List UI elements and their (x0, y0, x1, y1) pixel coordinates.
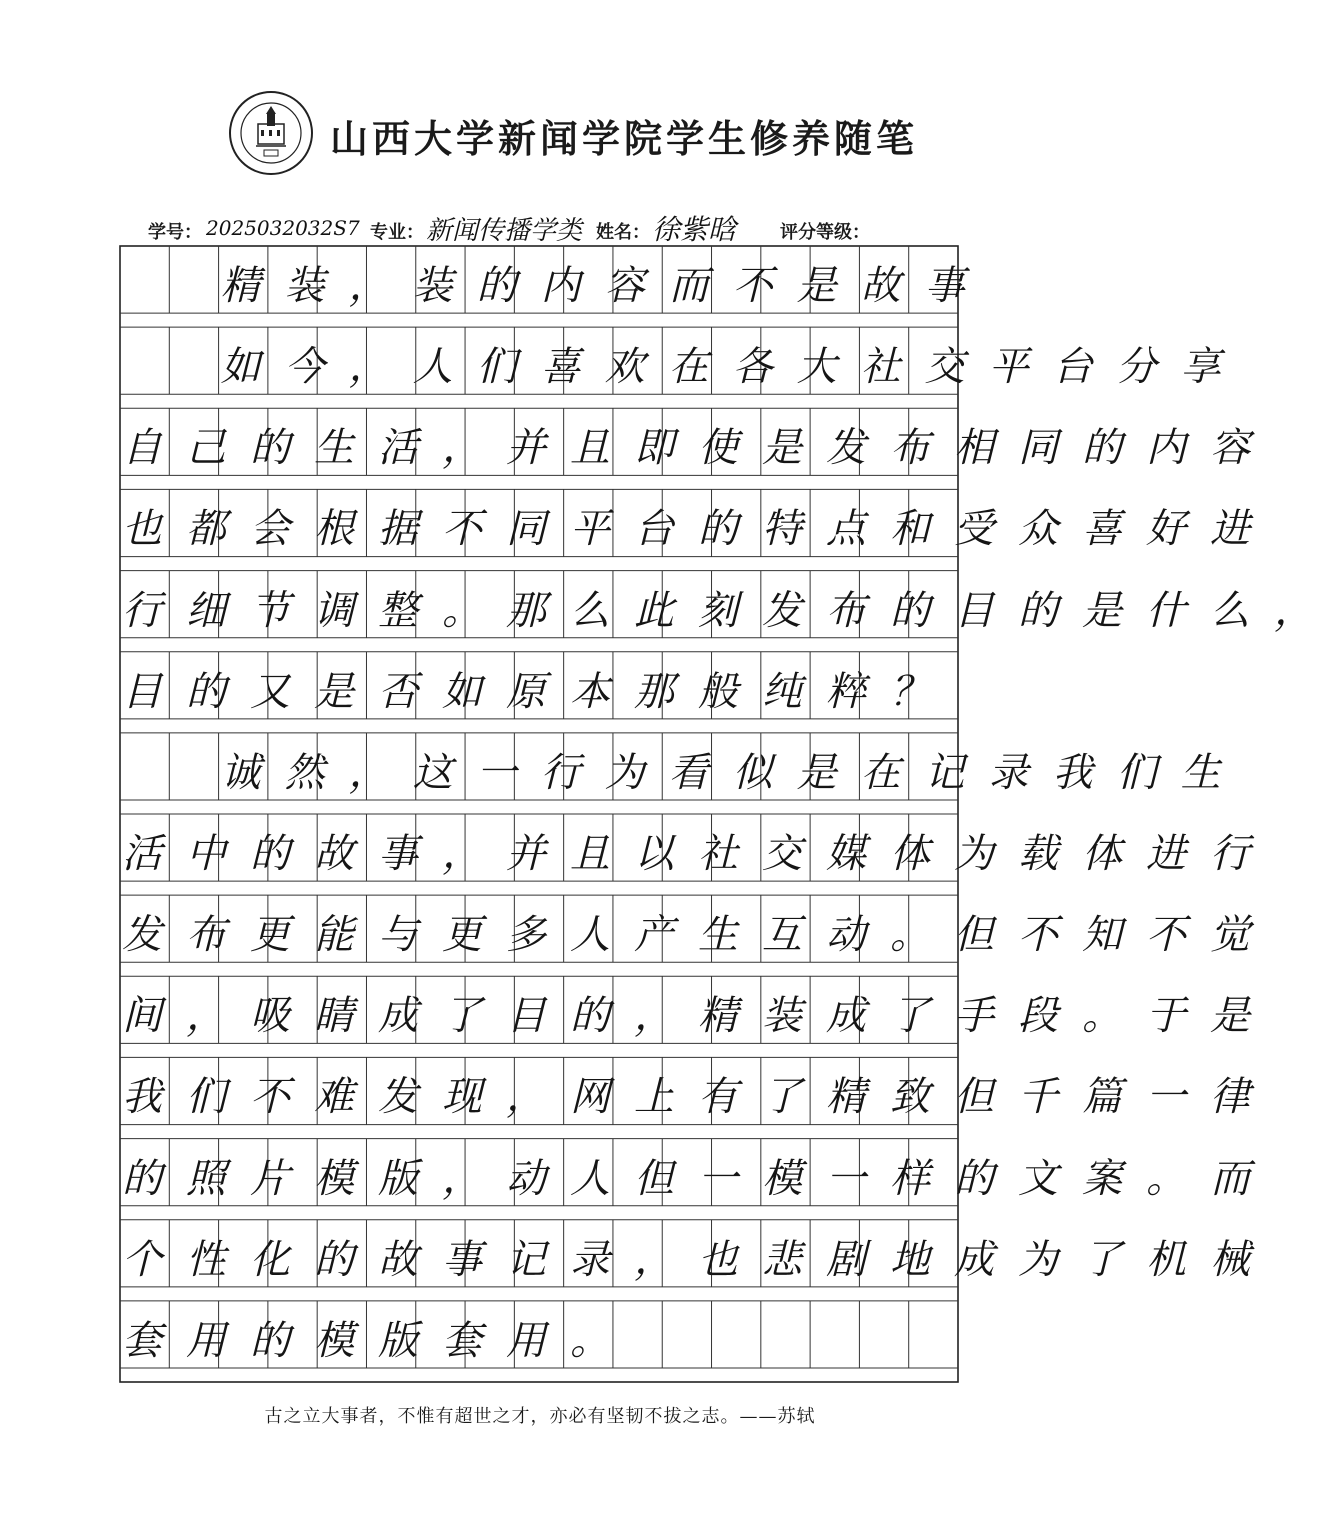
essay-line: 套用的模版套用。 (122, 1317, 634, 1364)
student-id-value: 2025032032S7 (206, 216, 360, 240)
essay-line: 如今，人们喜欢在各大社交平台分享 (220, 344, 1245, 391)
name-value: 徐紫晗 (652, 213, 737, 246)
essay-line: 精装，装的内容而不是故事 (220, 263, 989, 309)
essay-line: 目的又是否如原本那般纯粹？ (122, 668, 954, 715)
sheet-title: 山西大学新闻学院学生修养随笔 (330, 116, 919, 161)
essay-line: 诚然，这一行为看似是在记录我们生 (220, 749, 1245, 796)
essay-line: 也都会根据不同平台的特点和受众喜好进 (122, 506, 1274, 553)
essay-line: 发布更能与更多人产生互动。但不知不觉 (122, 912, 1274, 959)
essay-line: 间，吸睛成了目的，精装成了手段。于是 (122, 993, 1274, 1040)
name-label: 姓名： (596, 222, 650, 243)
essay-line: 我们不难发现，网上有了精致但千篇一律 (122, 1074, 1274, 1121)
major-label: 专业： (370, 222, 424, 243)
major-value: 新闻传播学类 (426, 216, 583, 246)
grade-label: 评分等级： (780, 222, 870, 243)
essay-line: 自己的生活，并且即使是发布相同的内容 (122, 425, 1274, 472)
essay-line: 个性化的故事记录，也悲剧地成为了机械 (122, 1236, 1274, 1283)
essay-line: 的照片模版，动人但一模一样的文案。而 (122, 1155, 1274, 1202)
essay-line: 行细节调整。那么此刻发布的目的是什么， (122, 587, 1338, 634)
student-id-label: 学号： (148, 222, 202, 243)
footer-quote: 古之立大事者，不惟有超世之才，亦必有坚韧不拔之志。——苏轼 (264, 1406, 816, 1427)
essay-line: 活中的故事，并且以社交媒体为载体进行 (122, 831, 1274, 877)
